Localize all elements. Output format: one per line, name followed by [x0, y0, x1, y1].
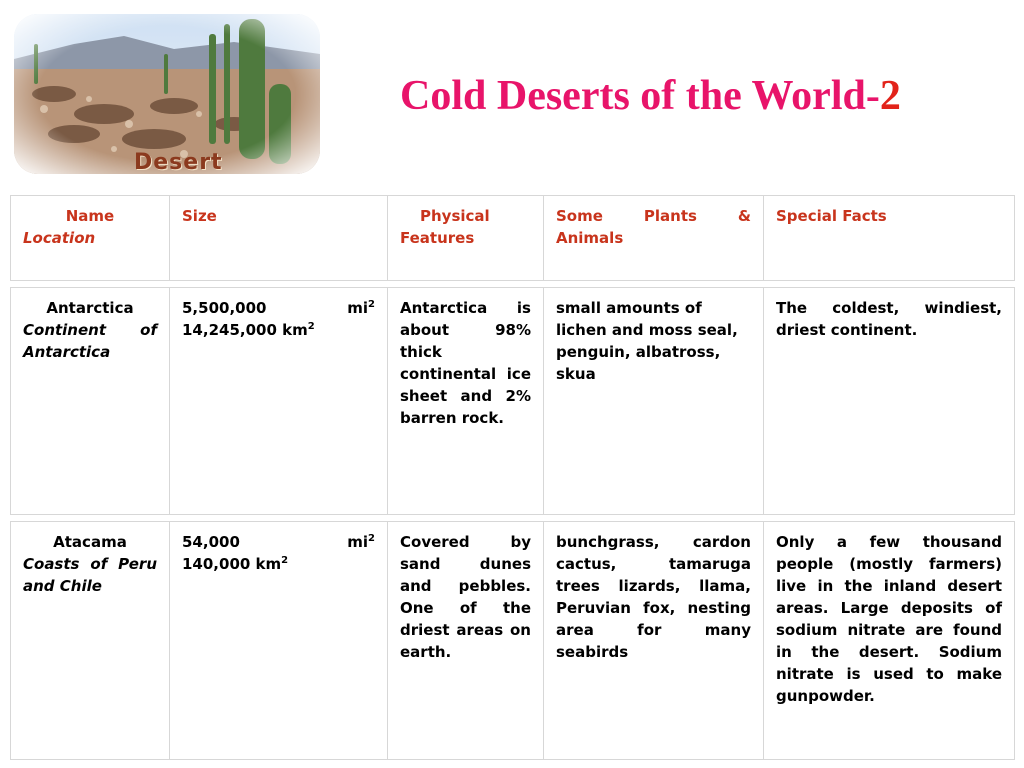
header-size: Size	[170, 196, 388, 281]
size-mi-unit-wrap	[347, 531, 375, 553]
separator-cell	[11, 515, 1015, 522]
cell-plants-animals: small amounts of lichen and moss seal, penguin, albatross, skua	[544, 288, 764, 515]
header-name-location	[11, 196, 170, 281]
title-number: 2	[879, 73, 901, 119]
size-km-line	[182, 319, 375, 341]
header-physical-text: Physical Features	[400, 207, 490, 247]
size-km-sup: 2	[281, 555, 289, 566]
size-mi-line	[182, 531, 375, 553]
size-km-value: 140,000 km	[182, 555, 282, 573]
title-text: Cold Deserts of the World-	[400, 73, 880, 119]
size-mi-unit-wrap	[347, 297, 375, 319]
header-name: Name	[65, 207, 115, 225]
row-separator	[11, 515, 1015, 522]
cell-plants-animals: bunchgrass, cardon cactus, tamaruga trees lizards, llama, Peruvian fox, nesting area for many seabirds	[544, 522, 764, 760]
desert-location: Coasts of Peru and Chile	[23, 555, 157, 595]
table-row	[11, 288, 1015, 515]
desert-name: Atacama	[53, 533, 127, 551]
header-location: Location	[23, 229, 96, 247]
row-separator	[11, 281, 1015, 288]
size-mi-line	[182, 297, 375, 319]
size-mi-value: 5,500,000	[182, 299, 267, 317]
table-header-row	[11, 196, 1015, 281]
page-title	[400, 72, 901, 120]
separator-cell	[11, 281, 1015, 288]
cell-special-facts: Only a few thousand people (mostly farmers) live in the inland desert areas. Large deposits of sodium nitrate are found in the desert. Sodium nitrate is used to make gunpowder.	[764, 522, 1015, 760]
cell-special-facts: The coldest, windiest, driest continent.	[764, 288, 1015, 515]
size-km-sup: 2	[307, 321, 315, 332]
header-plants-animals: Some Plants & Animals	[544, 196, 764, 281]
size-mi-sup: 2	[368, 299, 375, 310]
size-mi-value: 54,000	[182, 533, 240, 551]
size-mi-sup: 2	[368, 533, 375, 544]
cell-physical-features: Covered by sand dunes and pebbles. One of the driest areas on earth.	[388, 522, 544, 760]
header-special-facts: Special Facts	[764, 196, 1015, 281]
size-km-line	[182, 553, 375, 575]
cold-deserts-table	[10, 195, 1015, 760]
size-mi-unit: mi	[347, 533, 369, 551]
cell-size	[170, 288, 388, 515]
table-row	[11, 522, 1015, 760]
desert-location: Continent of Antarctica	[23, 321, 157, 361]
cell-name-location	[11, 288, 170, 515]
size-mi-unit: mi	[347, 299, 369, 317]
cell-physical-features: Antarctica is about 98% thick continental ice sheet and 2% barren rock.	[388, 288, 544, 515]
header-physical-features	[388, 196, 544, 281]
desert-name: Antarctica	[46, 299, 134, 317]
size-km-value: 14,245,000 km	[182, 321, 308, 339]
desert-logo-image	[14, 14, 320, 174]
cell-size	[170, 522, 388, 760]
logo-label: Desert	[134, 150, 223, 174]
cell-name-location	[11, 522, 170, 760]
